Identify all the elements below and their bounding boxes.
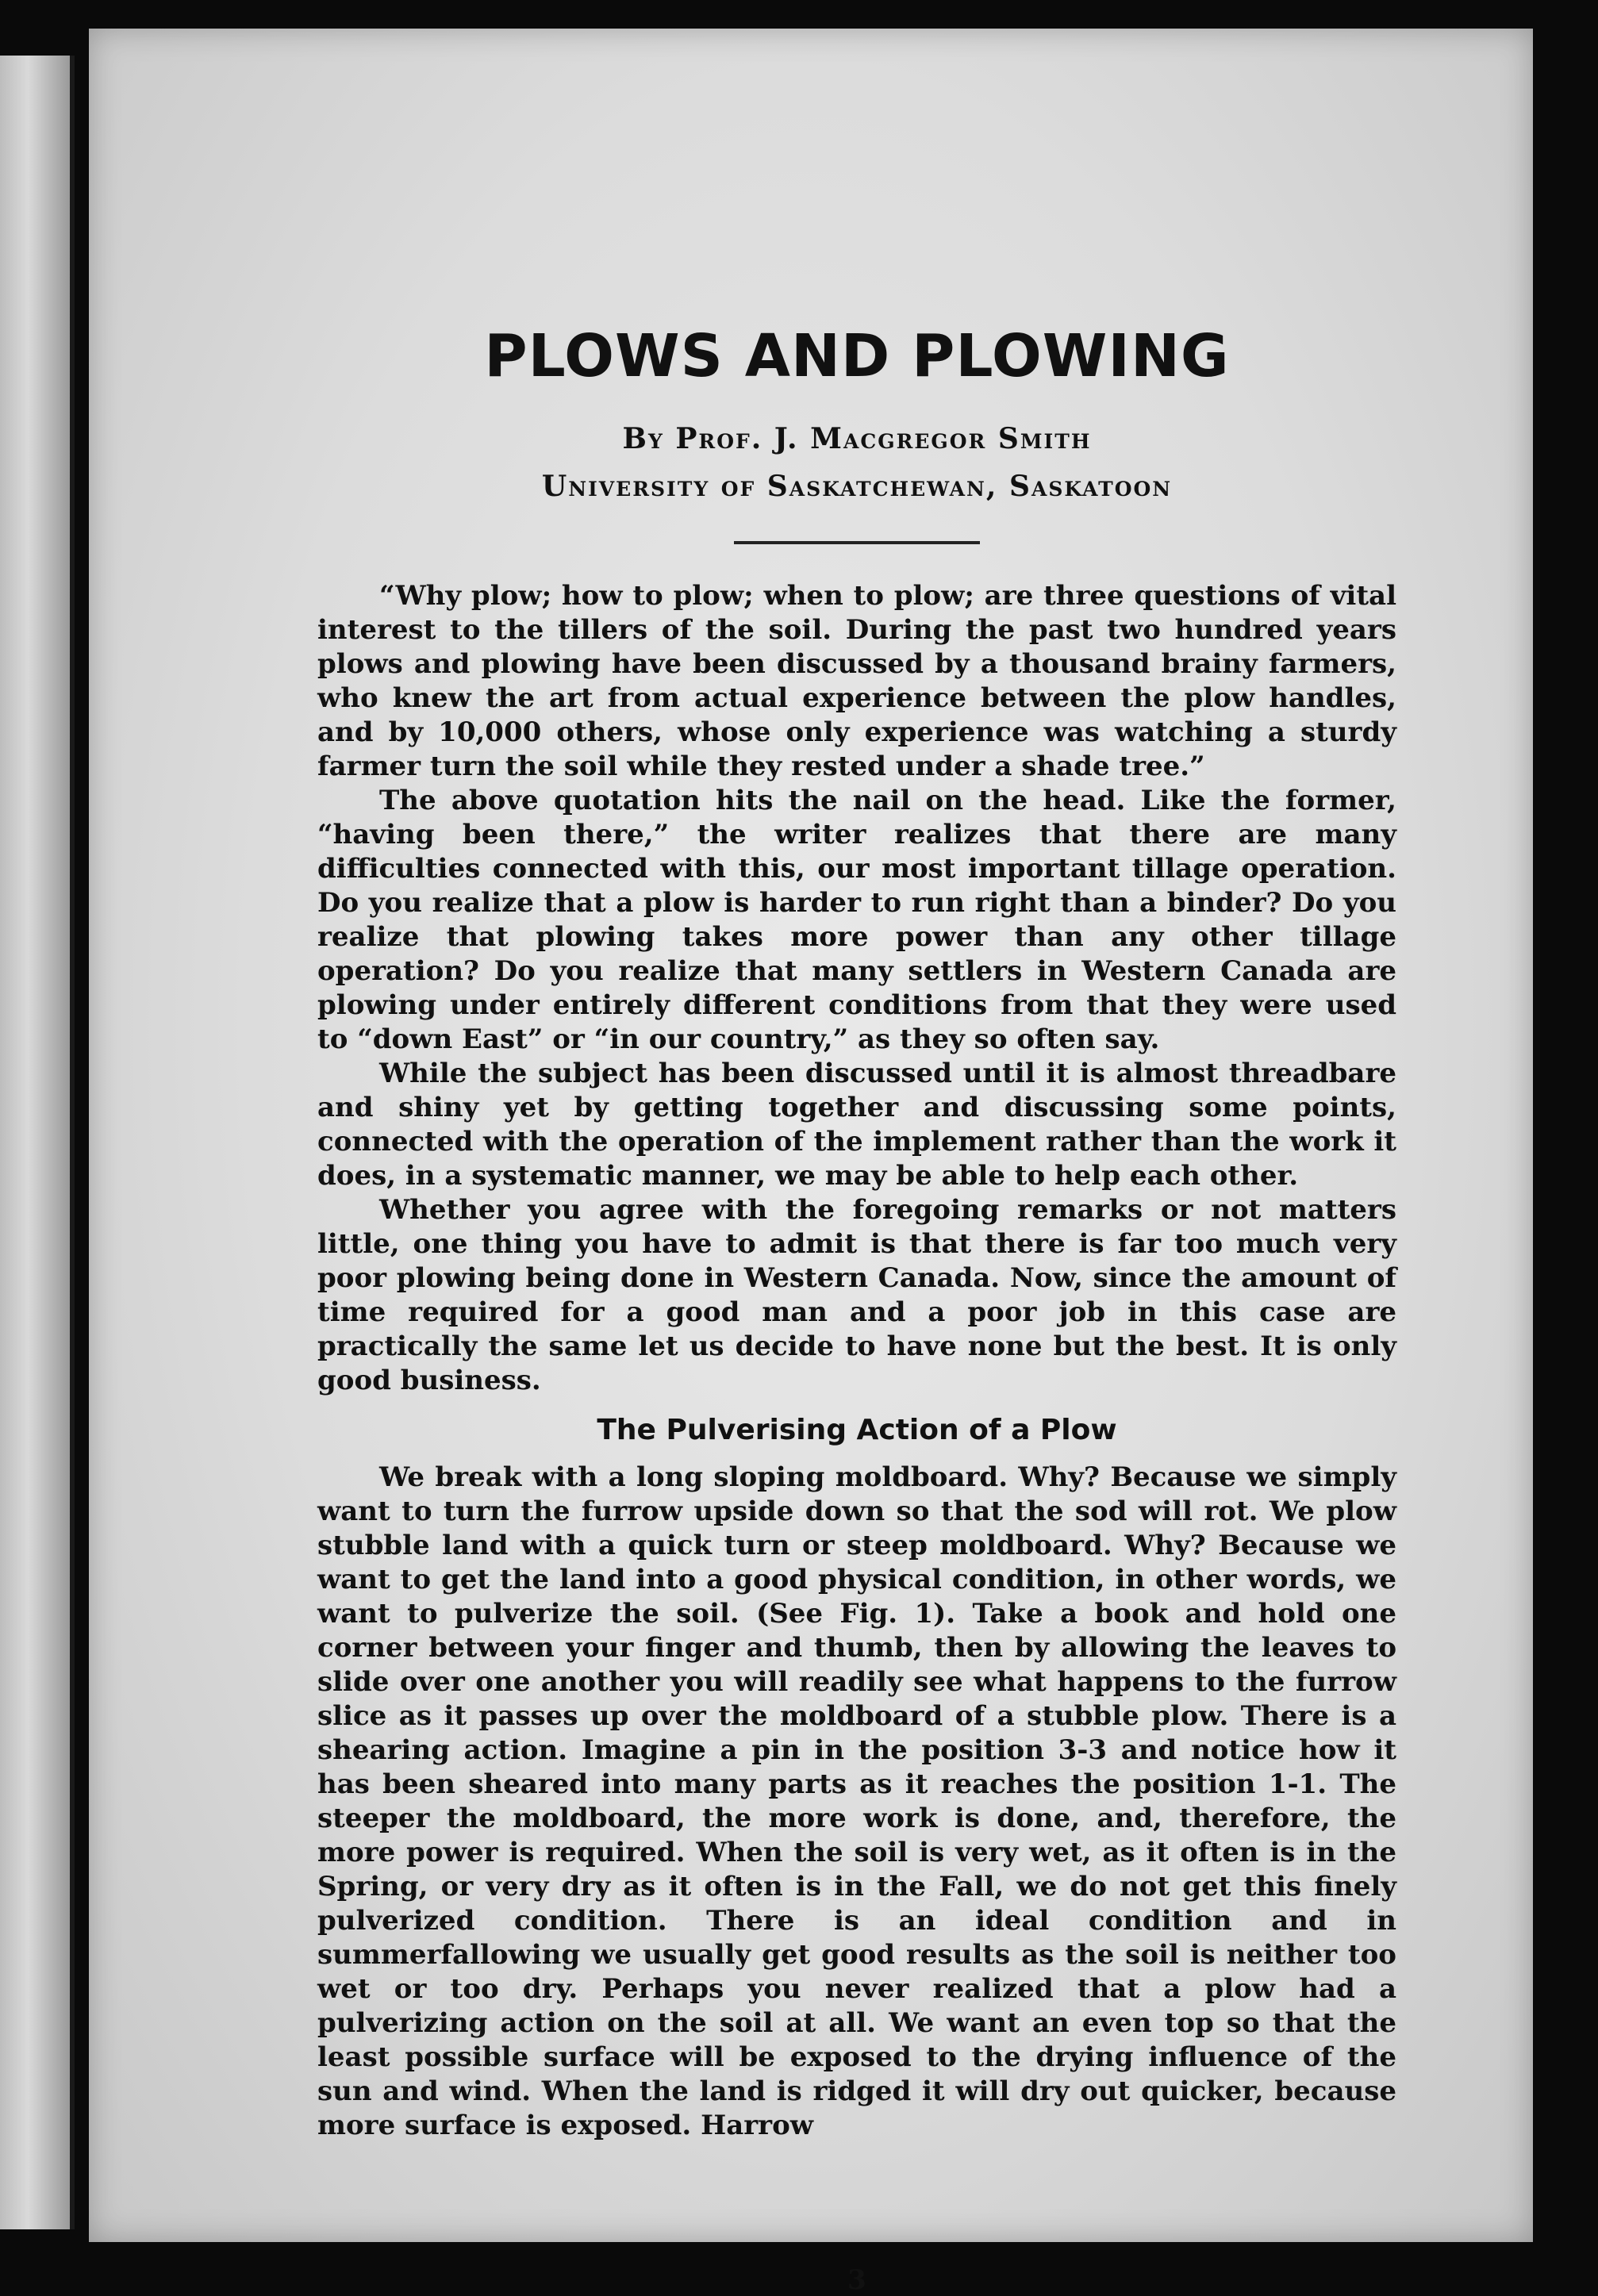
author-affiliation: University of Saskatchewan, Saskatoon — [541, 470, 1173, 503]
page-number: 3 — [847, 2264, 866, 2296]
facing-page-edge — [0, 56, 75, 2229]
page-sheet — [89, 29, 1533, 2296]
paragraph-pulverising: We break with a long sloping moldboard. Why? Because we simply want to turn the furrow upside down so that the sod will rot. We plow stubble land with a quick turn or steep moldboard. Why? Because we want to get the land into a good physical condition, in other words, we want to pulverize the soil. (See Fig. 1). Take a book and hold one corner between your finger and thumb, then by allowing the leaves to slide over one another you will readily see what happens to the furrow slice as it passes up over the moldboard of a stubble plow. There is a shearing action. Imagine a pin in the position 3-3 and notice how it has been sheared into many parts as it reaches the position 1-1. The steeper the moldboard, the more work is done, and, therefore, the more power is required. When the soil is very wet, as it often is in the Spring, or very dry as it often is in the Fall, we do not get this finely pulverized condition. There is an ideal condition and in summerfallowing we usually get good results as the soil is neither too wet or too dry. Perhaps you never realized that a plow had a pulverizing action on the soil at all. We want an even top so that the least possible surface will be exposed to the drying influence of the sun and wind. When the land is ridged it will dry out quicker, because more surface is exposed. Harrow — [317, 1461, 1396, 2141]
section-heading: The Pulverising Action of a Plow — [597, 1414, 1117, 1446]
title-divider — [734, 541, 980, 544]
paragraph-quotation: “Why plow; how to plow; when to plow; are three questions of vital interest to the tillers of the soil. During the past two hundred years plows and plowing have been discussed by a thousand brainy farmers, who knew the art from actual experience between the plow handles, and by 10,000 others, whose only experience was watching a sturdy farmer turn the soil while they rested under a shade tree.” — [317, 580, 1396, 782]
paragraph-poor-plowing: Whether you agree with the foregoing remarks or not matters little, one thing you have to admit is that there is far too much very poor plowing being done in Western Canada. Now, since the amount of time required for a good man and a poor job in this case are practically the same let us decide to have none but the best. It is only good business. — [317, 1194, 1396, 1396]
article — [317, 322, 1396, 2296]
paragraph-discussion: While the subject has been discussed until it is almost threadbare and shiny yet by getting together and discussing some points, connected with the operation of the implement rather than the work it does, in a systematic manner, we may be able to help each other. — [317, 1058, 1396, 1192]
article-title: PLOWS AND PLOWING — [484, 322, 1230, 390]
paragraph-intro: The above quotation hits the nail on the head. Like the former, “having been there,” the writer realizes that there are many difficulties connected with this, our most important tillage operation. Do you realize that a plow is harder to run right than a binder? Do you realize that plowing takes more power than any other tillage operation? Do you realize that many settlers in Western Canada are plowing under entirely different conditions from that they were used to “down East” or “in our country,” as they so often say. — [317, 785, 1396, 1055]
author-byline: By Prof. J. Macgregor Smith — [622, 422, 1092, 455]
